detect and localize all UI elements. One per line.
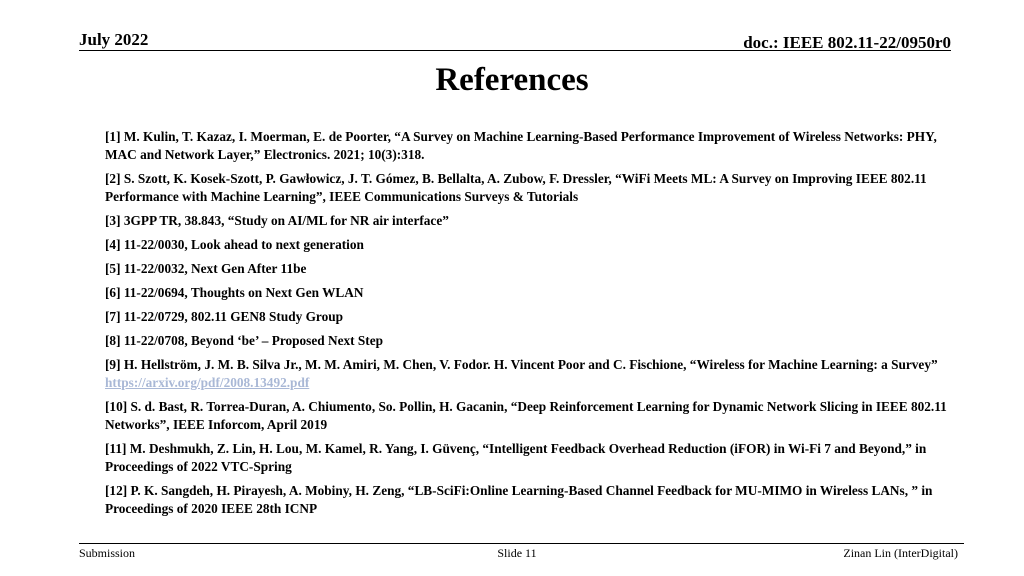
header-doc-id: doc.: IEEE 802.11-22/0950r0 (743, 33, 951, 52)
footer-author: Zinan Lin (InterDigital) (843, 546, 958, 560)
reference-text: [2] S. Szott, K. Kosek-Szott, P. Gawłowicz, J. T. Gómez, B. Bellalta, A. Zubow, F. Dressler, “WiFi Meets ML: A Survey on Improving IEEE 802.11 Performance with Machine Learning”, IEEE Communications Surveys & Tutorials (105, 171, 927, 204)
reference-text: [8] 11-22/0708, Beyond ‘be’ – Proposed Next Step (105, 333, 383, 348)
reference-item (105, 482, 955, 518)
arxiv-link[interactable]: https://arxiv.org/pdf/2008.13492.pdf (105, 375, 310, 390)
reference-text: [11] M. Deshmukh, Z. Lin, H. Lou, M. Kamel, R. Yang, I. Güvenç, “Intelligent Feedback Overhead Reduction (iFOR) in Wi-Fi 7 and Beyond,” in Proceedings of 2022 VTC-Spring (105, 441, 927, 474)
reference-text: [6] 11-22/0694, Thoughts on Next Gen WLAN (105, 285, 364, 300)
reference-text: [10] S. d. Bast, R. Torrea-Duran, A. Chiumento, So. Pollin, H. Gacanin, “Deep Reinforcement Learning for Dynamic Network Slicing in IEEE 802.11 Networks”, IEEE Inforcom, April 2019 (105, 399, 947, 432)
footer-slide-number: Slide 11 (497, 546, 537, 560)
header-divider (79, 50, 951, 51)
reference-item (105, 308, 955, 326)
reference-item (105, 260, 955, 278)
reference-item (105, 212, 955, 230)
reference-text: [4] 11-22/0030, Look ahead to next generation (105, 237, 364, 252)
header-date: July 2022 (79, 30, 149, 49)
reference-item (105, 440, 955, 476)
reference-text: [1] M. Kulin, T. Kazaz, I. Moerman, E. de Poorter, “A Survey on Machine Learning-Based Performance Improvement of Wireless Networks: PHY, MAC and Network Layer,” Electronics. 2021; 10(3):318. (105, 129, 937, 162)
reference-text: [9] H. Hellström, J. M. B. Silva Jr., M. M. Amiri, M. Chen, V. Fodor. H. Vincent Poor and C. Fischione, “Wireless for Machine Learning: a Survey” (105, 357, 938, 372)
reference-text: [7] 11-22/0729, 802.11 GEN8 Study Group (105, 309, 344, 324)
reference-text: [12] P. K. Sangdeh, H. Pirayesh, A. Mobiny, H. Zeng, “LB-SciFi:Online Learning-Based Channel Feedback for MU-MIMO in Wireless LANs, ” in Proceedings of 2020 IEEE 28th ICNP (105, 483, 933, 516)
reference-item (105, 398, 955, 434)
reference-item (105, 236, 955, 254)
reference-text: [5] 11-22/0032, Next Gen After 11be (105, 261, 307, 276)
reference-list (105, 128, 955, 524)
reference-item (105, 170, 955, 206)
slide-title: References (435, 62, 589, 98)
footer-divider (79, 543, 964, 544)
reference-text: [3] 3GPP TR, 38.843, “Study on AI/ML for NR air interface” (105, 213, 449, 228)
reference-item (105, 332, 955, 350)
footer-submission: Submission (79, 546, 136, 560)
reference-item (105, 356, 955, 392)
reference-item (105, 284, 955, 302)
reference-item (105, 128, 955, 164)
